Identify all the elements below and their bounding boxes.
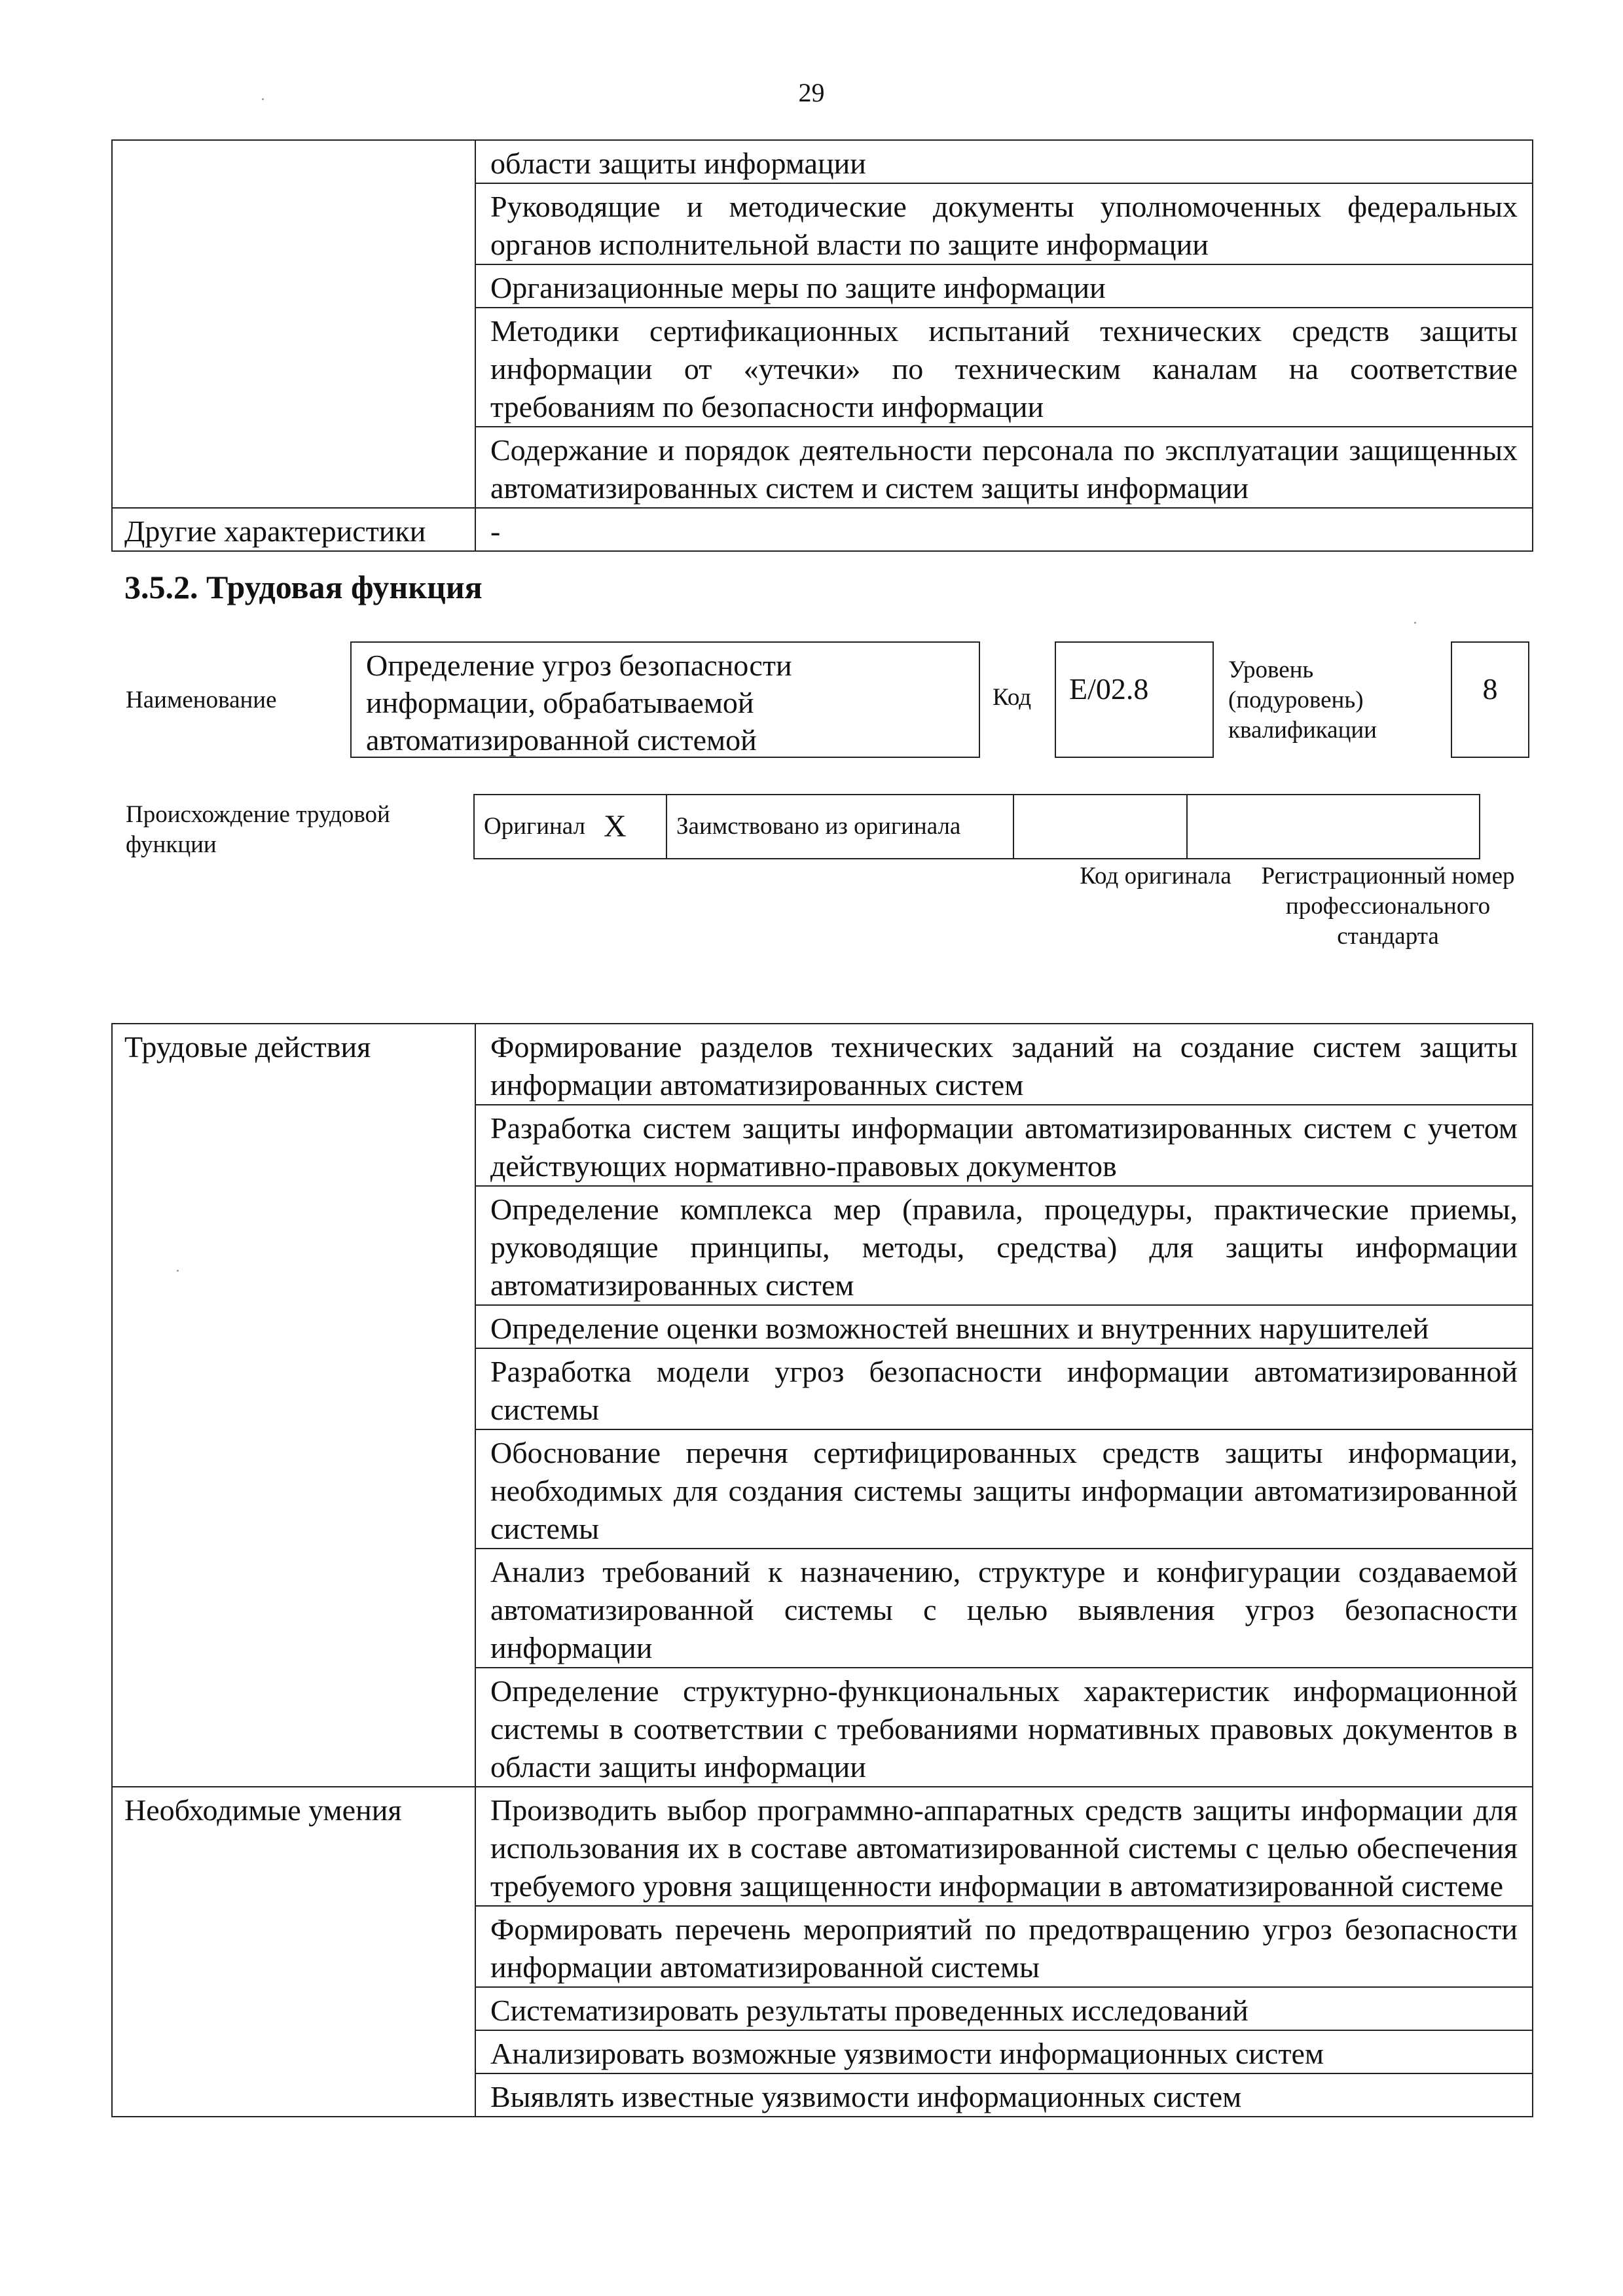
table-cell: Разработка систем защиты информации автоматизированных систем с учетом действующих нормативно-правовых документов: [475, 1105, 1533, 1186]
table-cell: Анализ требований к назначению, структуре и конфигурации создаваемой автоматизированной системы с целью выявления угроз безопасности информации: [475, 1549, 1533, 1668]
origin-table: [473, 794, 1480, 859]
caption-code: Код оригинала: [1080, 863, 1231, 889]
scan-speck: [262, 98, 264, 100]
level-value-box: 8: [1451, 641, 1529, 758]
name-label: Наименование: [126, 687, 277, 713]
table-row: [112, 1024, 1533, 1105]
scan-speck: [1414, 622, 1416, 624]
level-label: Уровень (подуровень) квалификации: [1228, 656, 1377, 744]
origin-label: Происхождение трудовой функции: [126, 801, 390, 858]
table-cell: Разработка модели угроз безопасности информации автоматизированной системы: [475, 1348, 1533, 1429]
row-label: Другие характеристики: [112, 508, 475, 551]
table-cell: -: [475, 508, 1533, 551]
table-cell: Обоснование перечня сертифицированных средств защиты информации, необходимых для создания системы защиты информации автоматизированной системы: [475, 1429, 1533, 1549]
section-label-skills: Необходимые умения: [112, 1787, 475, 2117]
table-row: [474, 795, 1480, 859]
code-label: Код: [993, 684, 1032, 711]
borrowed-label: Заимствовано из оригинала: [666, 795, 1013, 859]
reg-number-cell: [1187, 795, 1480, 859]
table-cell: Руководящие и методические документы уполномоченных федеральных органов исполнительной власти по защите информации: [475, 183, 1533, 264]
row-label: [112, 140, 475, 508]
table-cell: Организационные меры по защите информации: [475, 264, 1533, 308]
table-cell: Производить выбор программно-аппаратных средств защиты информации для использования их в составе автоматизированной системы с целью обеспечения требуемого уровня защищенности информации в автоматизированной системе: [475, 1787, 1533, 1906]
table-cell: Содержание и порядок деятельности персонала по эксплуатации защищенных автоматизированных систем и систем защиты информации: [475, 427, 1533, 508]
table-cell: Определение оценки возможностей внешних и внутренних нарушителей: [475, 1305, 1533, 1348]
table-row: [112, 1787, 1533, 1906]
original-mark: X: [594, 795, 666, 859]
top-table: [111, 139, 1533, 552]
table-cell: Определение комплекса мер (правила, процедуры, практические приемы, руководящие принципы, методы, средства) для защиты информации автоматизированных систем: [475, 1186, 1533, 1305]
scan-speck: [177, 1270, 179, 1272]
table-cell: Определение структурно-функциональных характеристик информационной системы в соответствии с требованиями нормативных правовых документов в области защиты информации: [475, 1668, 1533, 1787]
code-value-box: E/02.8: [1055, 641, 1214, 758]
table-cell: Формирование разделов технических заданий на создание систем защиты информации автоматизированных систем: [475, 1024, 1533, 1105]
section-title: 3.5.2. Трудовая функция: [124, 569, 483, 605]
table-cell: Систематизировать результаты проведенных исследований: [475, 1987, 1533, 2030]
function-name-box: Определение угроз безопасности информации, обрабатываемой автоматизированной системой: [350, 641, 980, 758]
table-cell: Методики сертификационных испытаний технических средств защиты информации от «утечки» по техническим каналам на соответствие требованиям по безопасности информации: [475, 308, 1533, 427]
table-row: [112, 508, 1533, 551]
original-code-cell: [1013, 795, 1187, 859]
caption-reg: Регистрационный номер профессионального стандарта: [1261, 863, 1515, 950]
table-cell: Анализировать возможные уязвимости информационных систем: [475, 2030, 1533, 2073]
section-label-actions: Трудовые действия: [112, 1024, 475, 1787]
table-cell: области защиты информации: [475, 140, 1533, 183]
page-number: 29: [798, 78, 825, 107]
original-label: Оригинал: [474, 795, 594, 859]
main-table: [111, 1023, 1533, 2117]
table-cell: Формировать перечень мероприятий по предотвращению угроз безопасности информации автоматизированной системы: [475, 1906, 1533, 1987]
table-row: [112, 140, 1533, 183]
table-cell: Выявлять известные уязвимости информационных систем: [475, 2073, 1533, 2117]
